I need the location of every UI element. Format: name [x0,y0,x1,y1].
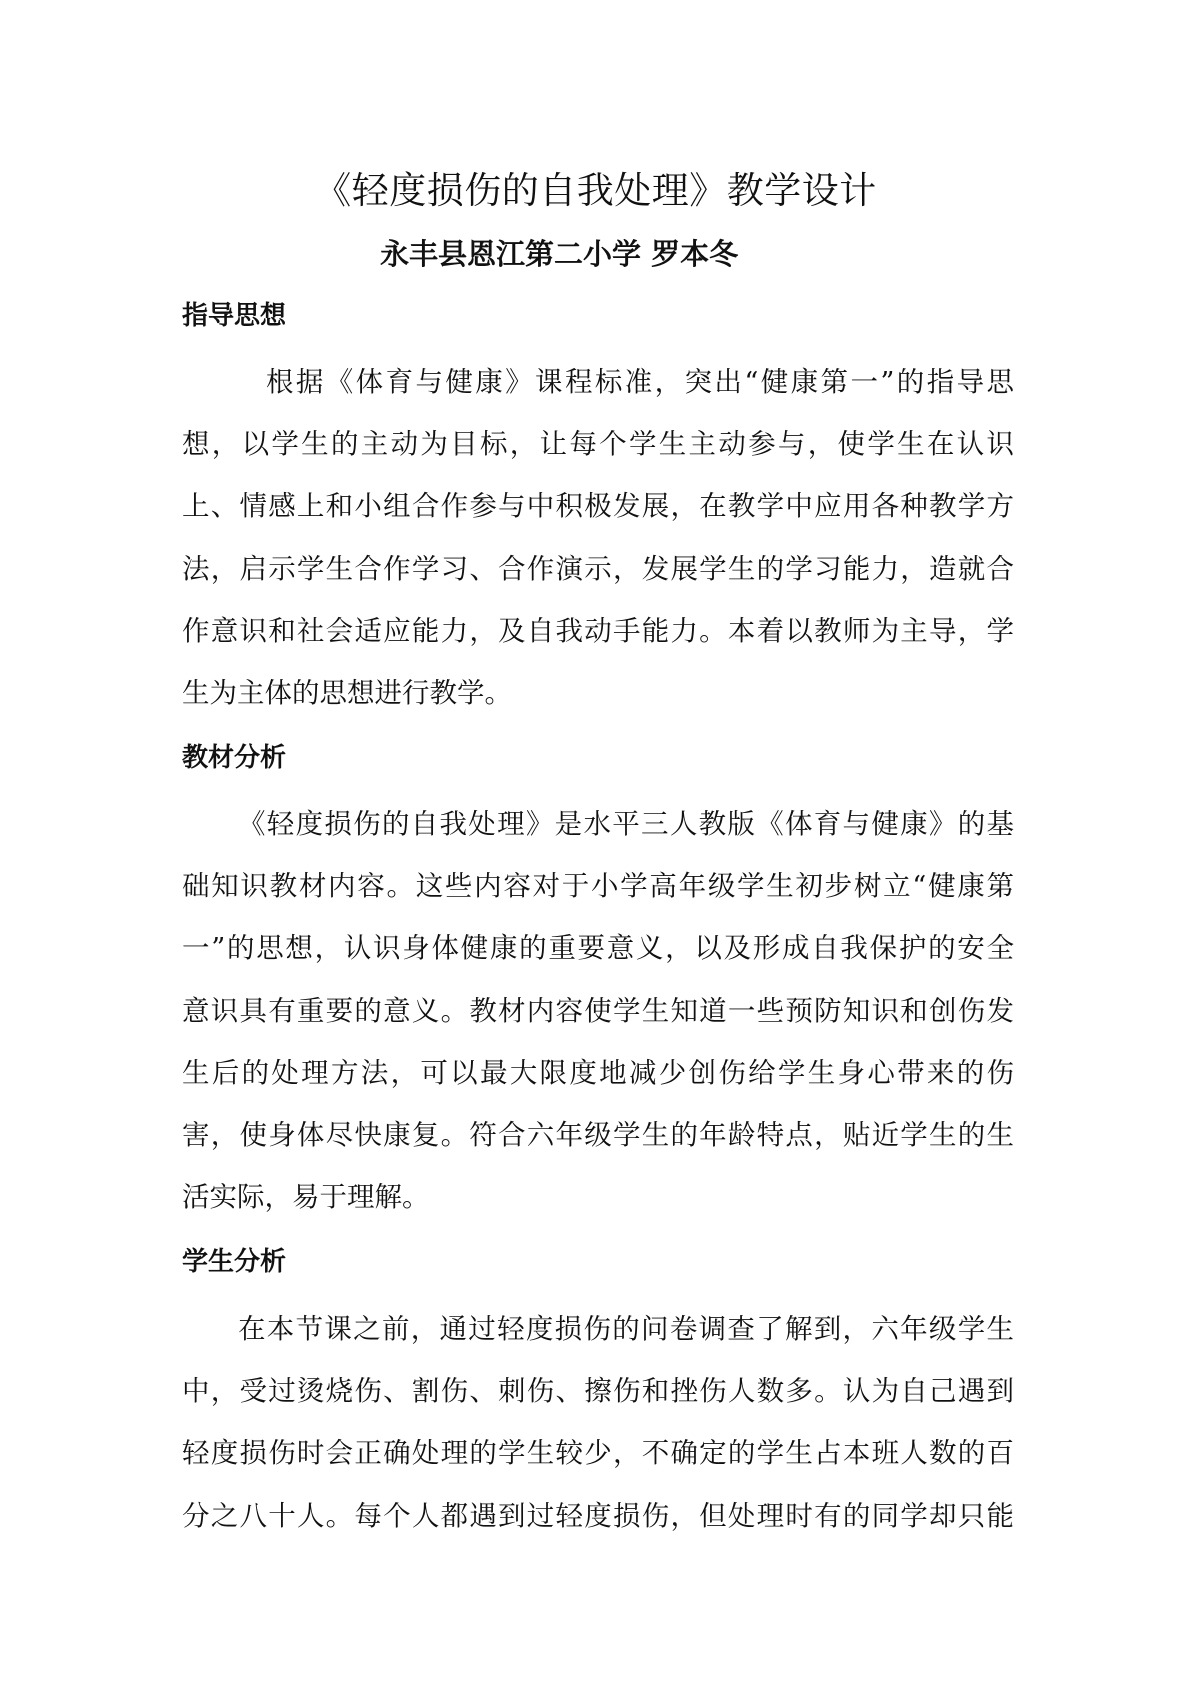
paragraph-line: 轻度损伤时会正确处理的学生较少，不确定的学生占本班人数的百 [182,1437,1014,1470]
paragraph-line: 活实际，易于理解。 [182,1181,430,1214]
paragraph-line: 分之八十人。每个人都遇到过轻度损伤，但处理时有的同学却只能 [182,1499,1014,1532]
section-heading-guiding-ideology: 指导思想 [182,301,287,331]
section-heading-material-analysis: 教材分析 [182,743,287,773]
paragraph-line: 上、情感上和小组合作参与中积极发展，在教学中应用各种教学方 [182,490,1014,523]
paragraph-line: 生后的处理方法，可以最大限度地减少创伤给学生身心带来的伤 [182,1056,1014,1089]
paragraph-line: 法，启示学生合作学习、合作演示，发展学生的学习能力，造就合 [182,552,1014,585]
paragraph-line: 生为主体的思想进行教学。 [182,677,512,710]
document-author: 永丰县恩江第二小学 罗本冬 [380,237,739,271]
paragraph-line: 在本节课之前，通过轻度损伤的问卷调查了解到，六年级学生 [238,1313,1014,1345]
paragraph-line: 想，以学生的主动为目标，让每个学生主动参与，使学生在认识 [182,428,1014,461]
document-title: 《轻度损伤的自我处理》教学设计 [314,169,877,212]
paragraph-line: 作意识和社会适应能力，及自我动手能力。本着以教师为主导，学 [182,614,1014,647]
paragraph-line: 础知识教材内容。这些内容对于小学高年级学生初步树立“健康第 [182,870,1014,903]
paragraph-line: 害，使身体尽快康复。符合六年级学生的年龄特点，贴近学生的生 [182,1119,1014,1152]
paragraph-line: 意识具有重要的意义。教材内容使学生知道一些预防知识和创伤发 [182,994,1014,1027]
paragraph-line: 中，受过烫烧伤、割伤、刺伤、擦伤和挫伤人数多。认为自己遇到 [182,1375,1014,1408]
section-body-material-analysis [182,793,1014,1228]
paragraph-line: 一”的思想，认识身体健康的重要意义，以及形成自我保护的安全 [182,932,1014,965]
paragraph-line: 《轻度损伤的自我处理》是水平三人教版《体育与健康》的基 [238,808,1014,840]
section-heading-student-analysis: 学生分析 [182,1247,287,1277]
paragraph-line: 根据《体育与健康》课程标准，突出“健康第一”的指导思 [266,366,1014,398]
section-body-guiding-ideology [182,351,1014,724]
section-body-student-analysis [182,1298,1014,1547]
